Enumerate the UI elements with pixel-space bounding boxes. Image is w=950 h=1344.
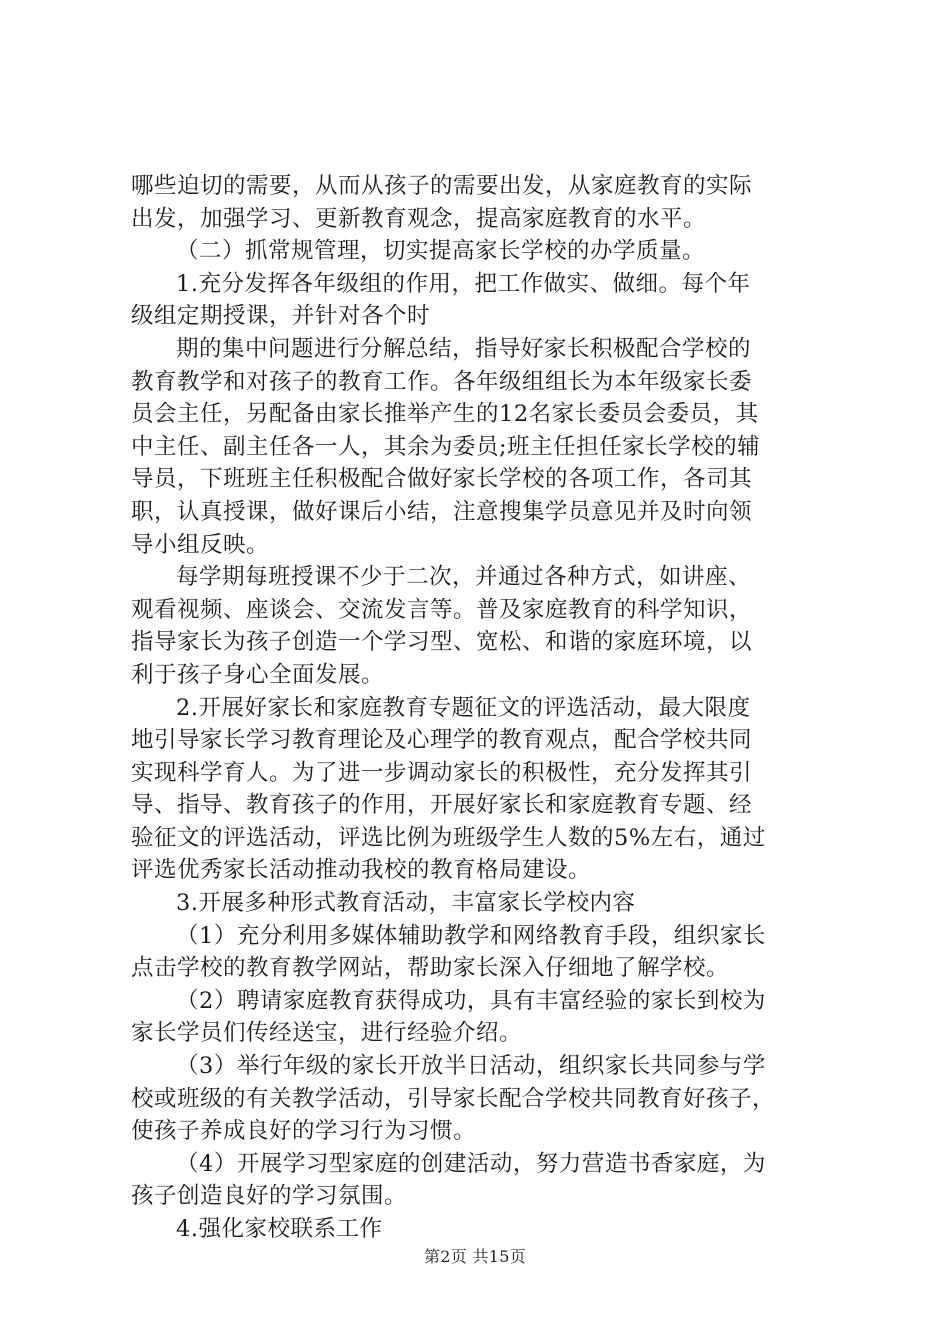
document-line: 1.充分发挥各年级组的作用，把工作做实、做细。每个年: [176, 270, 751, 297]
page-footer: 第2页 共15页: [423, 1247, 527, 1266]
document-line: 校或班级的有关教学活动，引导家长配合学校共同教育好孩子，: [131, 1085, 776, 1112]
document-line: 验征文的评选活动，评选比例为班级学生人数的5%左右，通过: [131, 824, 766, 851]
document-line: 使孩子养成良好的学习行为习惯。: [131, 1118, 477, 1145]
document-line: 职，认真授课，做好课后小结，注意搜集学员意见并及时向领: [131, 498, 753, 525]
document-line: （1）充分利用多媒体辅助教学和网络教育手段，组织家长: [176, 922, 766, 949]
document-line: 指导家长为孩子创造一个学习型、宽松、和谐的家庭环境，以: [131, 629, 753, 656]
document-line: 4.强化家校联系工作: [176, 1216, 383, 1242]
document-line: 导员，下班班主任积极配合做好家长学校的各项工作，各司其: [131, 466, 753, 493]
document-line: （二）抓常规管理，切实提高家长学校的办学质量。: [176, 238, 706, 265]
document-line: 哪些迫切的需要，从而从孩子的需要出发，从家庭教育的实际: [131, 173, 753, 199]
document-line: 实现科学育人。为了进一步调动家长的积极性，充分发挥其引: [131, 759, 753, 786]
document-line: 导、指导、教育孩子的作用，开展好家长和家庭教育专题、经: [131, 792, 753, 819]
document-line: 级组定期授课，并针对各个时: [131, 303, 431, 330]
document-line: 3.开展多种形式教育活动，丰富家长学校内容: [176, 890, 636, 917]
document-line: 中主任、副主任各一人，其余为委员;班主任担任家长学校的辅: [131, 433, 761, 460]
document-line: 利于孩子身心全面发展。: [131, 661, 385, 688]
document-line: 期的集中问题进行分解总结，指导好家长积极配合学校的: [176, 335, 752, 362]
document-line: 孩子创造良好的学习氛围。: [131, 1183, 408, 1210]
document-line: 评选优秀家长活动推动我校的教育格局建设。: [131, 857, 592, 884]
document-line: 地引导家长学习教育理论及心理学的教育观点，配合学校共同: [131, 727, 753, 754]
document-line: 点击学校的教育教学网站，帮助家长深入仔细地了解学校。: [131, 955, 730, 982]
document-line: （2）聘请家庭教育获得成功，具有丰富经验的家长到校为: [176, 987, 766, 1014]
document-line: 教育教学和对孩子的教育工作。各年级组组长为本年级家长委: [131, 368, 753, 395]
document-line: 员会主任，另配备由家长推举产生的12名家长委员会委员，其: [131, 401, 759, 428]
document-line: 观看视频、座谈会、交流发言等。普及家庭教育的科学知识，: [131, 596, 753, 623]
document-line: 家长学员们传经送宝，进行经验介绍。: [131, 1020, 523, 1047]
document-line: （4）开展学习型家庭的创建活动，努力营造书香家庭，为: [176, 1150, 766, 1177]
document-line: （3）举行年级的家长开放半日活动，组织家长共同参与学: [176, 1053, 766, 1080]
document-line: 导小组反映。: [131, 531, 270, 558]
document-line: 2.开展好家长和家庭教育专题征文的评选活动，最大限度: [176, 694, 751, 721]
document-body: [131, 170, 831, 1246]
document-line: 出发，加强学习、更新教育观念，提高家庭教育的水平。: [131, 205, 707, 232]
document-line: 每学期每班授课不少于二次，并通过各种方式，如讲座、: [176, 564, 752, 591]
